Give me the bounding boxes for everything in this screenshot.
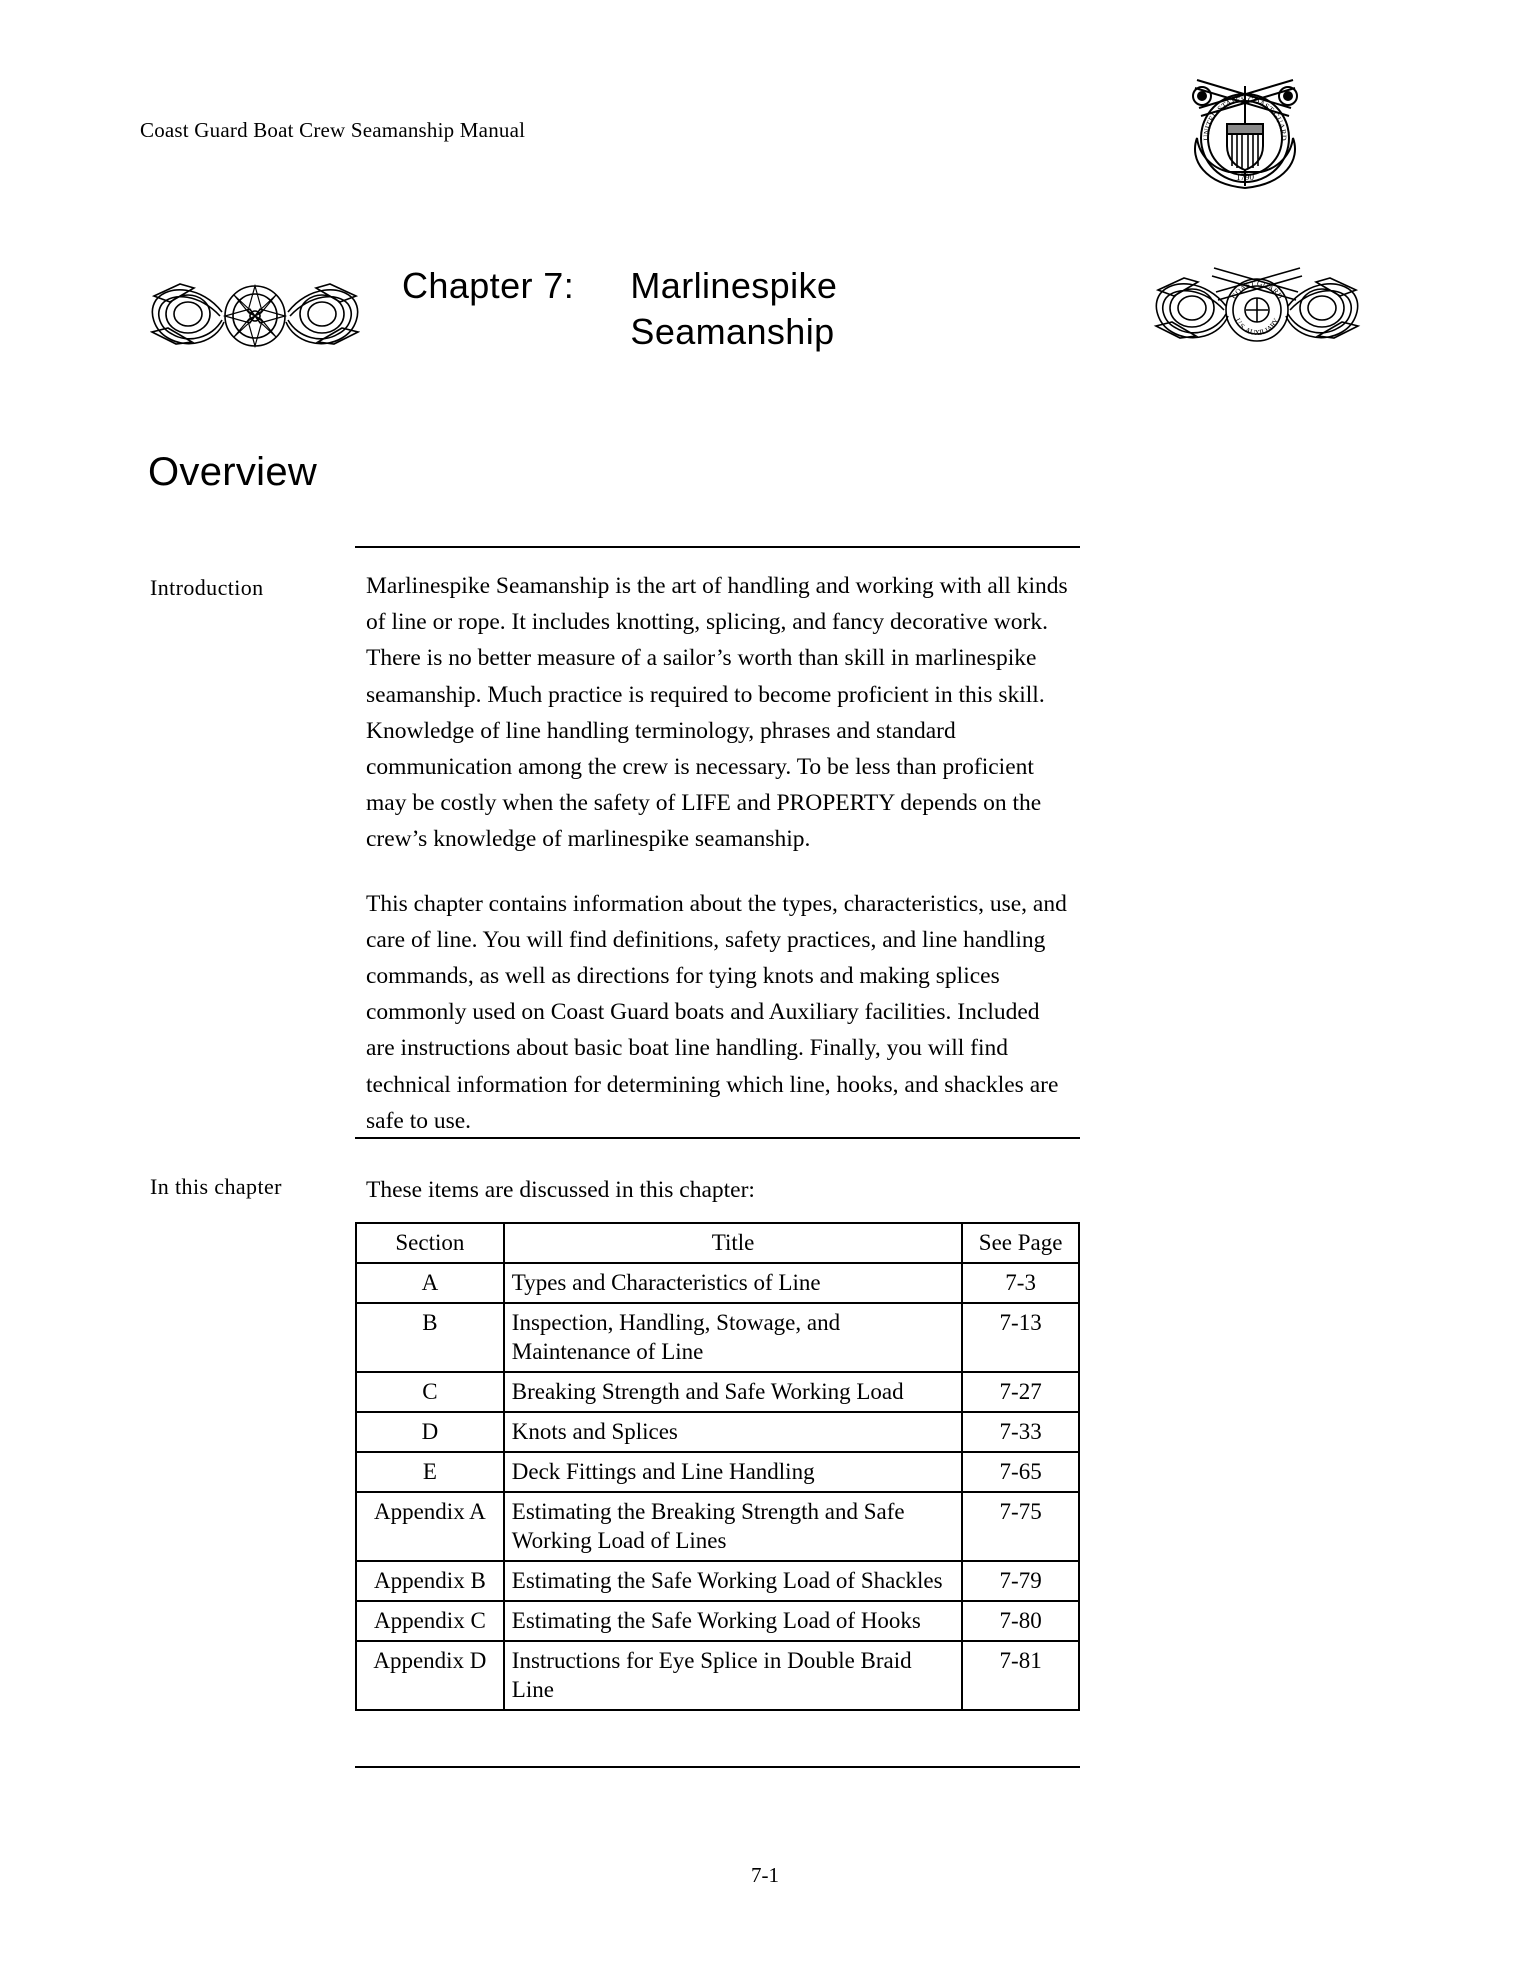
table-row[interactable]: [356, 1452, 1079, 1492]
marlinespike-rope-rosette-icon: [150, 266, 360, 366]
in-this-chapter-label: In this chapter: [150, 1174, 282, 1199]
cell-page: 7-65: [962, 1452, 1079, 1492]
cell-title: Deck Fittings and Line Handling: [504, 1452, 962, 1492]
table-row[interactable]: [356, 1303, 1079, 1372]
cell-page: 7-81: [962, 1641, 1079, 1710]
footer-page-number: 7-1: [751, 1863, 779, 1887]
cell-title: Types and Characteristics of Line: [504, 1263, 962, 1303]
cell-section: Appendix A: [356, 1492, 504, 1561]
coast-guard-auxiliary-rope-rosette-icon: [1150, 258, 1365, 368]
svg-text:1790: 1790: [1236, 172, 1254, 182]
cell-page: 7-75: [962, 1492, 1079, 1561]
table-body: [356, 1263, 1079, 1710]
table-row[interactable]: [356, 1372, 1079, 1412]
cell-page: 7-3: [962, 1263, 1079, 1303]
cell-section: Appendix D: [356, 1641, 504, 1710]
cell-section: A: [356, 1263, 504, 1303]
column-header-see-page: See Page: [962, 1223, 1079, 1263]
cell-section: Appendix B: [356, 1561, 504, 1601]
cell-title: Estimating the Safe Working Load of Shackles: [504, 1561, 962, 1601]
column-header-title: Title: [504, 1223, 962, 1263]
cell-section: B: [356, 1303, 504, 1372]
cell-section: C: [356, 1372, 504, 1412]
cell-page: 7-79: [962, 1561, 1079, 1601]
in-this-chapter-body: [366, 1172, 1071, 1208]
column-header-section: Section: [356, 1223, 504, 1263]
chapter-name-line1: Marlinespike: [630, 265, 838, 306]
cell-page: 7-27: [962, 1372, 1079, 1412]
cell-title: Instructions for Eye Splice in Double Braid Line: [504, 1641, 962, 1710]
cell-title: Estimating the Breaking Strength and Safe Working Load of Lines: [504, 1492, 962, 1561]
chapter-name-line2: Seamanship: [630, 311, 835, 352]
cell-section: D: [356, 1412, 504, 1452]
cell-title: Breaking Strength and Safe Working Load: [504, 1372, 962, 1412]
section-divider-top: [355, 546, 1080, 548]
overview-heading: Overview: [148, 450, 318, 494]
chapter-title-text: [402, 263, 1122, 355]
cell-title: Estimating the Safe Working Load of Hooks: [504, 1601, 962, 1641]
chapter-title-band: [140, 258, 1390, 378]
cell-page: 7-13: [962, 1303, 1079, 1372]
introduction-paragraph-1: Marlinespike Seamanship is the art of handling and working with all kinds of line or rope. It includes knotting, splicing, and fancy decorative work. There is no better measure of a sailor’s worth than skill in marlinespike seamanship. Much practice is required to become proficient in this skill. Knowledge of line handling terminology, phrases and standard communication among the crew is necessary. To be less than proficient may be costly when the safety of LIFE and PROPERTY depends on the crew’s knowledge of marlinespike seamanship.: [366, 573, 1068, 853]
svg-text:UNITED STATES COAST GUARD: UNITED STATES COAST GUARD: [1201, 94, 1289, 141]
chapter-label: Chapter 7:: [402, 265, 575, 306]
table-row[interactable]: [356, 1641, 1079, 1710]
introduction-paragraph-2: This chapter contains information about the types, characteristics, use, and care of line. You will find definitions, safety practices, and line handling commands, as well as directions for tying knots and making splices commonly used on Coast Guard boats and Auxiliary facilities. Included are instructions about basic boat line handling. Finally, you will find technical information for determining which line, hooks, and shackles are safe to use.: [366, 890, 1067, 1134]
coast-guard-seal-icon: [1175, 68, 1315, 198]
cell-page: 7-33: [962, 1412, 1079, 1452]
table-row[interactable]: [356, 1412, 1079, 1452]
svg-text:COAST GUARD: COAST GUARD: [1229, 278, 1285, 301]
table-row[interactable]: [356, 1263, 1079, 1303]
introduction-label: Introduction: [150, 575, 264, 600]
cell-title: Inspection, Handling, Stowage, and Maintenance of Line: [504, 1303, 962, 1372]
in-this-chapter-intro-line: These items are discussed in this chapter:: [366, 1177, 755, 1203]
cell-section: E: [356, 1452, 504, 1492]
chapter-name: [630, 263, 920, 355]
section-divider-bottom: [355, 1766, 1080, 1768]
svg-text:U.S. AUXILIARY: U.S. AUXILIARY: [1233, 316, 1281, 338]
cell-page: 7-80: [962, 1601, 1079, 1641]
introduction-body: [366, 568, 1071, 1139]
cell-section: Appendix C: [356, 1601, 504, 1641]
table-row[interactable]: [356, 1492, 1079, 1561]
table-row[interactable]: [356, 1561, 1079, 1601]
cell-title: Knots and Splices: [504, 1412, 962, 1452]
table-header-row: [356, 1223, 1079, 1263]
running-header-title: Coast Guard Boat Crew Seamanship Manual: [140, 118, 526, 142]
table-row[interactable]: [356, 1601, 1079, 1641]
chapter-contents-table: [355, 1222, 1080, 1711]
